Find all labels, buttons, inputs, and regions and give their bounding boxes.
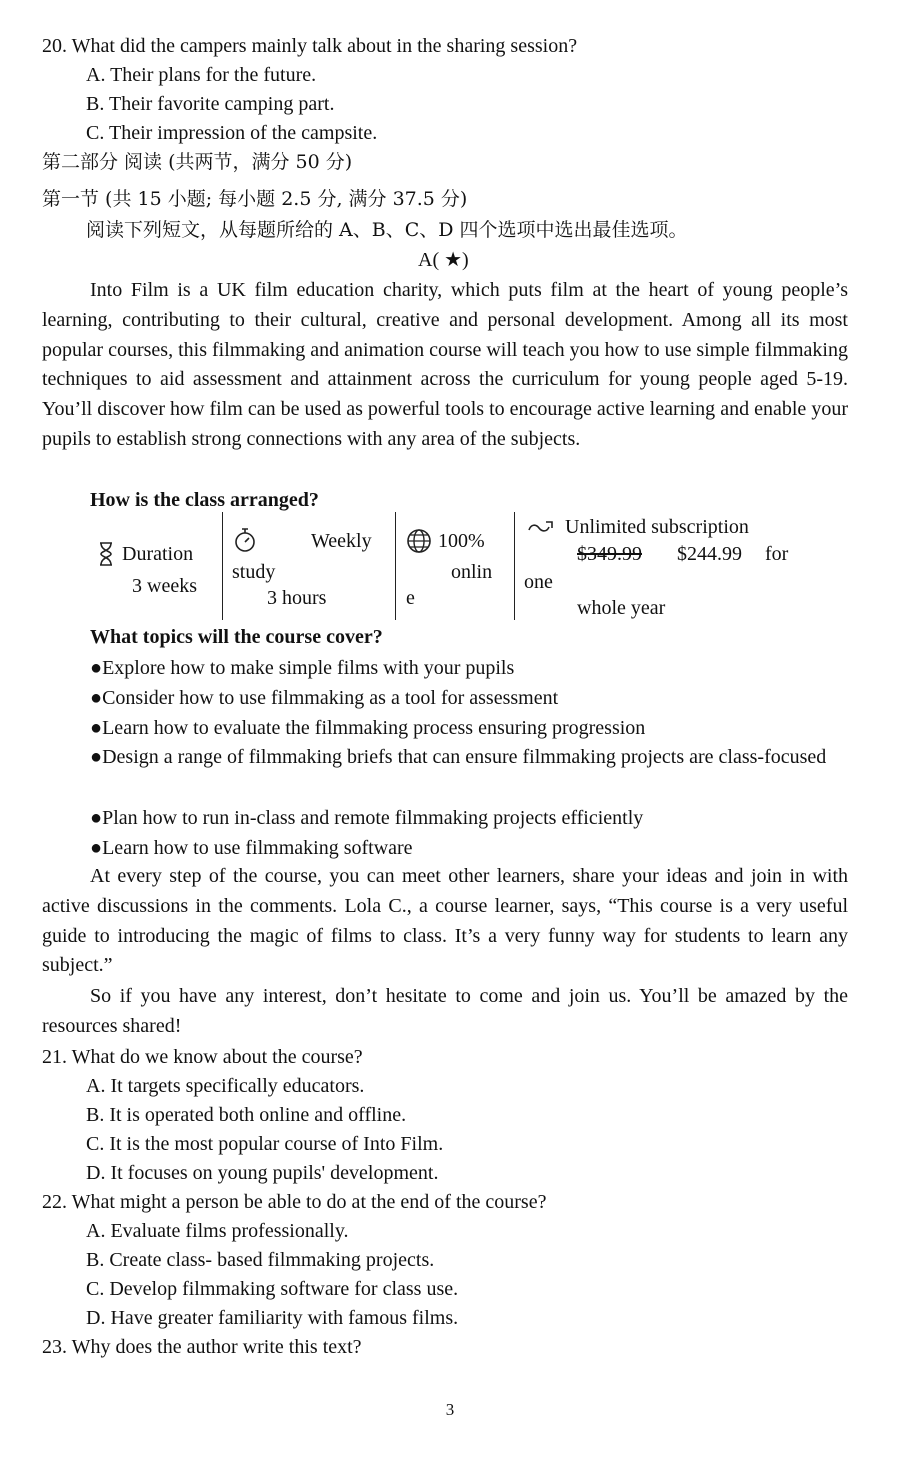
- question-22-option-b: B. Create class- based filmmaking projects.: [86, 1249, 435, 1271]
- paragraph-3-text: So if you have any interest, don’t hesitate to come and join us. You’ll be amazed by the resources shared!: [42, 985, 848, 1037]
- globe-icon: [406, 528, 432, 554]
- topic-text: Plan how to run in-class and remote filmmaking projects efficiently: [102, 807, 644, 829]
- subscription-old-price: $349.99: [577, 543, 642, 565]
- question-21-option-c: C. It is the most popular course of Into Film.: [86, 1133, 444, 1155]
- online-cell: [396, 512, 514, 622]
- passage-paragraph-3: [42, 982, 848, 1042]
- weekly-study-value: 3 hours: [267, 587, 327, 609]
- topic-text: Learn how to use filmmaking software: [102, 837, 413, 859]
- paragraph-2-text: At every step of the course, you can meet other learners, share your ideas and join in with active discussions in the comments. Lola C., a course learner, says, “This course is a very useful guide to introducing the magic of films to class. It’s a very funny way for students to learn any subject.”: [42, 865, 848, 977]
- topic-text: Design a range of filmmaking briefs that can ensure filmmaking projects are class-focused: [102, 746, 827, 768]
- study-word: study: [232, 561, 276, 583]
- duration-label: Duration: [122, 543, 194, 565]
- subscription-label: Unlimited subscription: [565, 516, 749, 538]
- subscription-one: one: [524, 571, 553, 593]
- section-instruction: 阅读下列短文，从每题所给的 A、B、C、D 四个选项中选出最佳选项。: [86, 219, 688, 241]
- topic-item: ●Learn how to use filmmaking software: [90, 837, 413, 859]
- question-20-option-b: B. Their favorite camping part.: [86, 93, 335, 115]
- hourglass-icon: [98, 542, 114, 566]
- online-percent: 100%: [438, 530, 485, 552]
- heading-class-arrangement: How is the class arranged?: [90, 489, 319, 511]
- paragraph-1-text: Into Film is a UK film education charity, which puts film at the heart of young people’s learning, contributing to their cultural, creative and personal development. Among all its most popular courses, this filmmaking and animation course will teach you how to use simple filmmaking techniques to aid assessment and attainment across the curriculum for young people aged 5-19. You’ll discover how film can be used as powerful tools to encourage active learning and enable your pupils to establish strong connections with any area of the subjects.: [42, 279, 848, 450]
- weekly-study-cell: [223, 512, 395, 622]
- stopwatch-icon: [233, 526, 257, 554]
- question-21-option-d: D. It focuses on young pupils' development.: [86, 1162, 439, 1184]
- question-22-option-d: D. Have greater familiarity with famous films.: [86, 1307, 459, 1329]
- page-number: 3: [445, 1400, 455, 1419]
- question-21-stem: 21. What do we know about the course?: [42, 1046, 363, 1068]
- topic-text: Learn how to evaluate the filmmaking process ensuring progression: [102, 717, 646, 739]
- question-22-option-c: C. Develop filmmaking software for class use.: [86, 1278, 459, 1300]
- subscription-cell: [515, 512, 850, 622]
- online-word-end: e: [406, 587, 415, 609]
- section-subtitle: 第一节 (共 15 小题; 每小题 2.5 分, 满分 37.5 分): [42, 188, 468, 210]
- topic-item: ●Explore how to make simple films with your pupils: [90, 657, 515, 679]
- topic-item: ●Design a range of filmmaking briefs that can ensure filmmaking projects are class-focused: [90, 746, 827, 768]
- passage-paragraph-1: [42, 276, 848, 455]
- question-20-option-a: A. Their plans for the future.: [86, 64, 317, 86]
- topic-item: ●Consider how to use filmmaking as a tool for assessment: [90, 687, 559, 709]
- infinity-icon: [527, 518, 555, 536]
- weekly-word: Weekly: [311, 530, 372, 552]
- topic-text: Consider how to use filmmaking as a tool for assessment: [102, 687, 559, 709]
- online-word-part: onlin: [451, 561, 493, 583]
- question-20-stem: 20. What did the campers mainly talk about in the sharing session?: [42, 35, 578, 57]
- question-21-option-b: B. It is operated both online and offline.: [86, 1104, 407, 1126]
- subscription-for: for: [765, 543, 789, 565]
- topic-item: ●Plan how to run in-class and remote filmmaking projects efficiently: [90, 807, 644, 829]
- passage-paragraph-2: [42, 862, 848, 981]
- topic-item: ●Learn how to evaluate the filmmaking process ensuring progression: [90, 717, 646, 739]
- question-22-stem: 22. What might a person be able to do at the end of the course?: [42, 1191, 547, 1213]
- subscription-new-price: $244.99: [677, 543, 742, 565]
- question-23-stem: 23. Why does the author write this text?: [42, 1336, 362, 1358]
- part-title: 第二部分 阅读 (共两节，满分 50 分): [42, 151, 353, 173]
- question-21-option-a: A. It targets specifically educators.: [86, 1075, 365, 1097]
- question-20-option-c: C. Their impression of the campsite.: [86, 122, 378, 144]
- course-info-table: [90, 512, 850, 622]
- duration-value: 3 weeks: [132, 575, 197, 597]
- heading-course-topics: What topics will the course cover?: [90, 626, 383, 648]
- duration-cell: [90, 512, 222, 622]
- subscription-period: whole year: [577, 597, 666, 619]
- question-22-option-a: A. Evaluate films professionally.: [86, 1220, 349, 1242]
- topic-text: Explore how to make simple films with your pupils: [102, 657, 515, 679]
- passage-label: A( ★): [418, 249, 469, 271]
